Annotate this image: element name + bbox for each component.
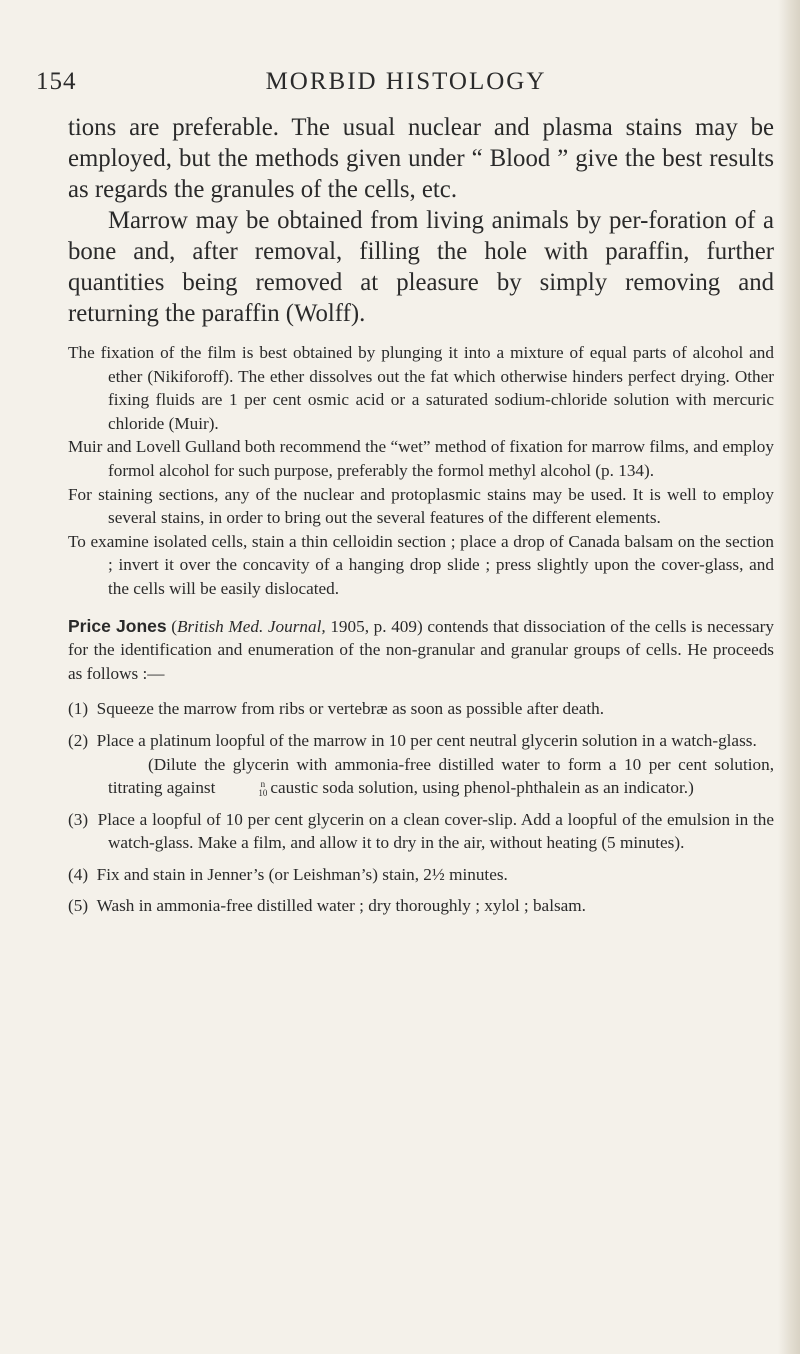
large-text-section <box>68 112 774 329</box>
procedure-list <box>68 697 774 918</box>
paragraph-price-jones <box>68 615 774 686</box>
page-number: 154 <box>36 68 77 95</box>
list-item <box>68 808 774 855</box>
running-title: MORBID HISTOLOGY <box>265 68 547 95</box>
paragraph-continuation: tions are preferable. The usual nuclear and plasma stains may be employed, but the methods given under “ Blood ” give the best results as regards the granules of the cells, etc. <box>68 114 774 203</box>
paragraph-isolated-cells: To examine isolated cells, stain a thin celloidin section ; place a drop of Canada balsam on the section ; invert it over the concavity of a hanging drop slide ; press slightly upon the cover-glass, and the cells will be easily dislocated. <box>68 531 774 598</box>
note-text: (Dilute the glycerin with ammonia-free distilled water to form a 10 per cent solution, titrating against <box>108 754 774 798</box>
journal-title: British Med. Journal, <box>176 616 326 636</box>
step-number: (3) <box>68 809 89 829</box>
list-item <box>68 894 774 918</box>
step-text: Place a loopful of 10 per cent glycerin on a clean cover-slip. Add a loopful of the emulsion in the watch-glass. Make a film, and allow it to dry in the air, without heating (5 minutes). <box>97 809 775 853</box>
open-paren: ( <box>166 616 177 636</box>
note-text-end: caustic soda solution, using phenol-phthalein as an indicator.) <box>270 778 694 798</box>
small-text-section <box>68 341 774 918</box>
step-text: Place a platinum loopful of the marrow in 10 per cent neutral glycerin solution in a watch-glass. <box>96 730 757 750</box>
page-body <box>68 112 774 926</box>
page-header <box>36 68 776 108</box>
step-text: Wash in ammonia-free distilled water ; dry thoroughly ; xylol ; balsam. <box>96 896 586 916</box>
step-number: (2) <box>68 730 89 750</box>
price-jones-text: 1905, p. 409) contends that dissociation of the cells is necessary for the identification and enumeration of the non-granular and granular groups of cells. He proceeds as follows :— <box>68 616 774 683</box>
paragraph-staining: For staining sections, any of the nuclear and protoplasmic stains may be used. It is well to employ several stains, in order to bring out the several features of the different elements. <box>68 484 774 528</box>
paragraph-marrow: Marrow may be obtained from living animals by per-foration of a bone and, after removal, filling the hole with paraffin, further quantities being removed at pleasure by simply removing and returning the paraffin (Wolff). <box>68 207 774 327</box>
author-name: Price Jones <box>68 615 167 636</box>
paragraph-wet-method: Muir and Lovell Gulland both recommend the “wet” method of fixation for marrow films, and employ formol alcohol for such purpose, preferably the formol methyl alcohol (p. 134). <box>68 437 774 480</box>
list-item <box>68 863 774 887</box>
step-text: Fix and stain in Jenner’s (or Leishman’s) stain, 2½ minutes. <box>96 864 508 884</box>
paragraph-fixation: The fixation of the film is best obtained by plunging it into a mixture of equal parts of alcohol and ether (Nikiforoff). The ether dissolves out the fat which otherwise hinders perfect drying. Other fixing fluids are 1 per cent osmic acid or a saturated sodium-chloride solution with mercuric chloride (Muir). <box>68 343 774 433</box>
list-item <box>68 697 774 721</box>
normality-fraction <box>218 780 267 798</box>
step-text: Squeeze the marrow from ribs or vertebræ as soon as possible after death. <box>96 699 604 719</box>
step-number: (4) <box>68 864 89 884</box>
step-note <box>108 753 774 800</box>
step-number: (1) <box>68 699 89 719</box>
fraction-numerator: n <box>260 779 266 790</box>
fraction-denominator: 10 <box>258 788 268 799</box>
step-number: (5) <box>68 896 89 916</box>
list-item <box>68 729 774 800</box>
